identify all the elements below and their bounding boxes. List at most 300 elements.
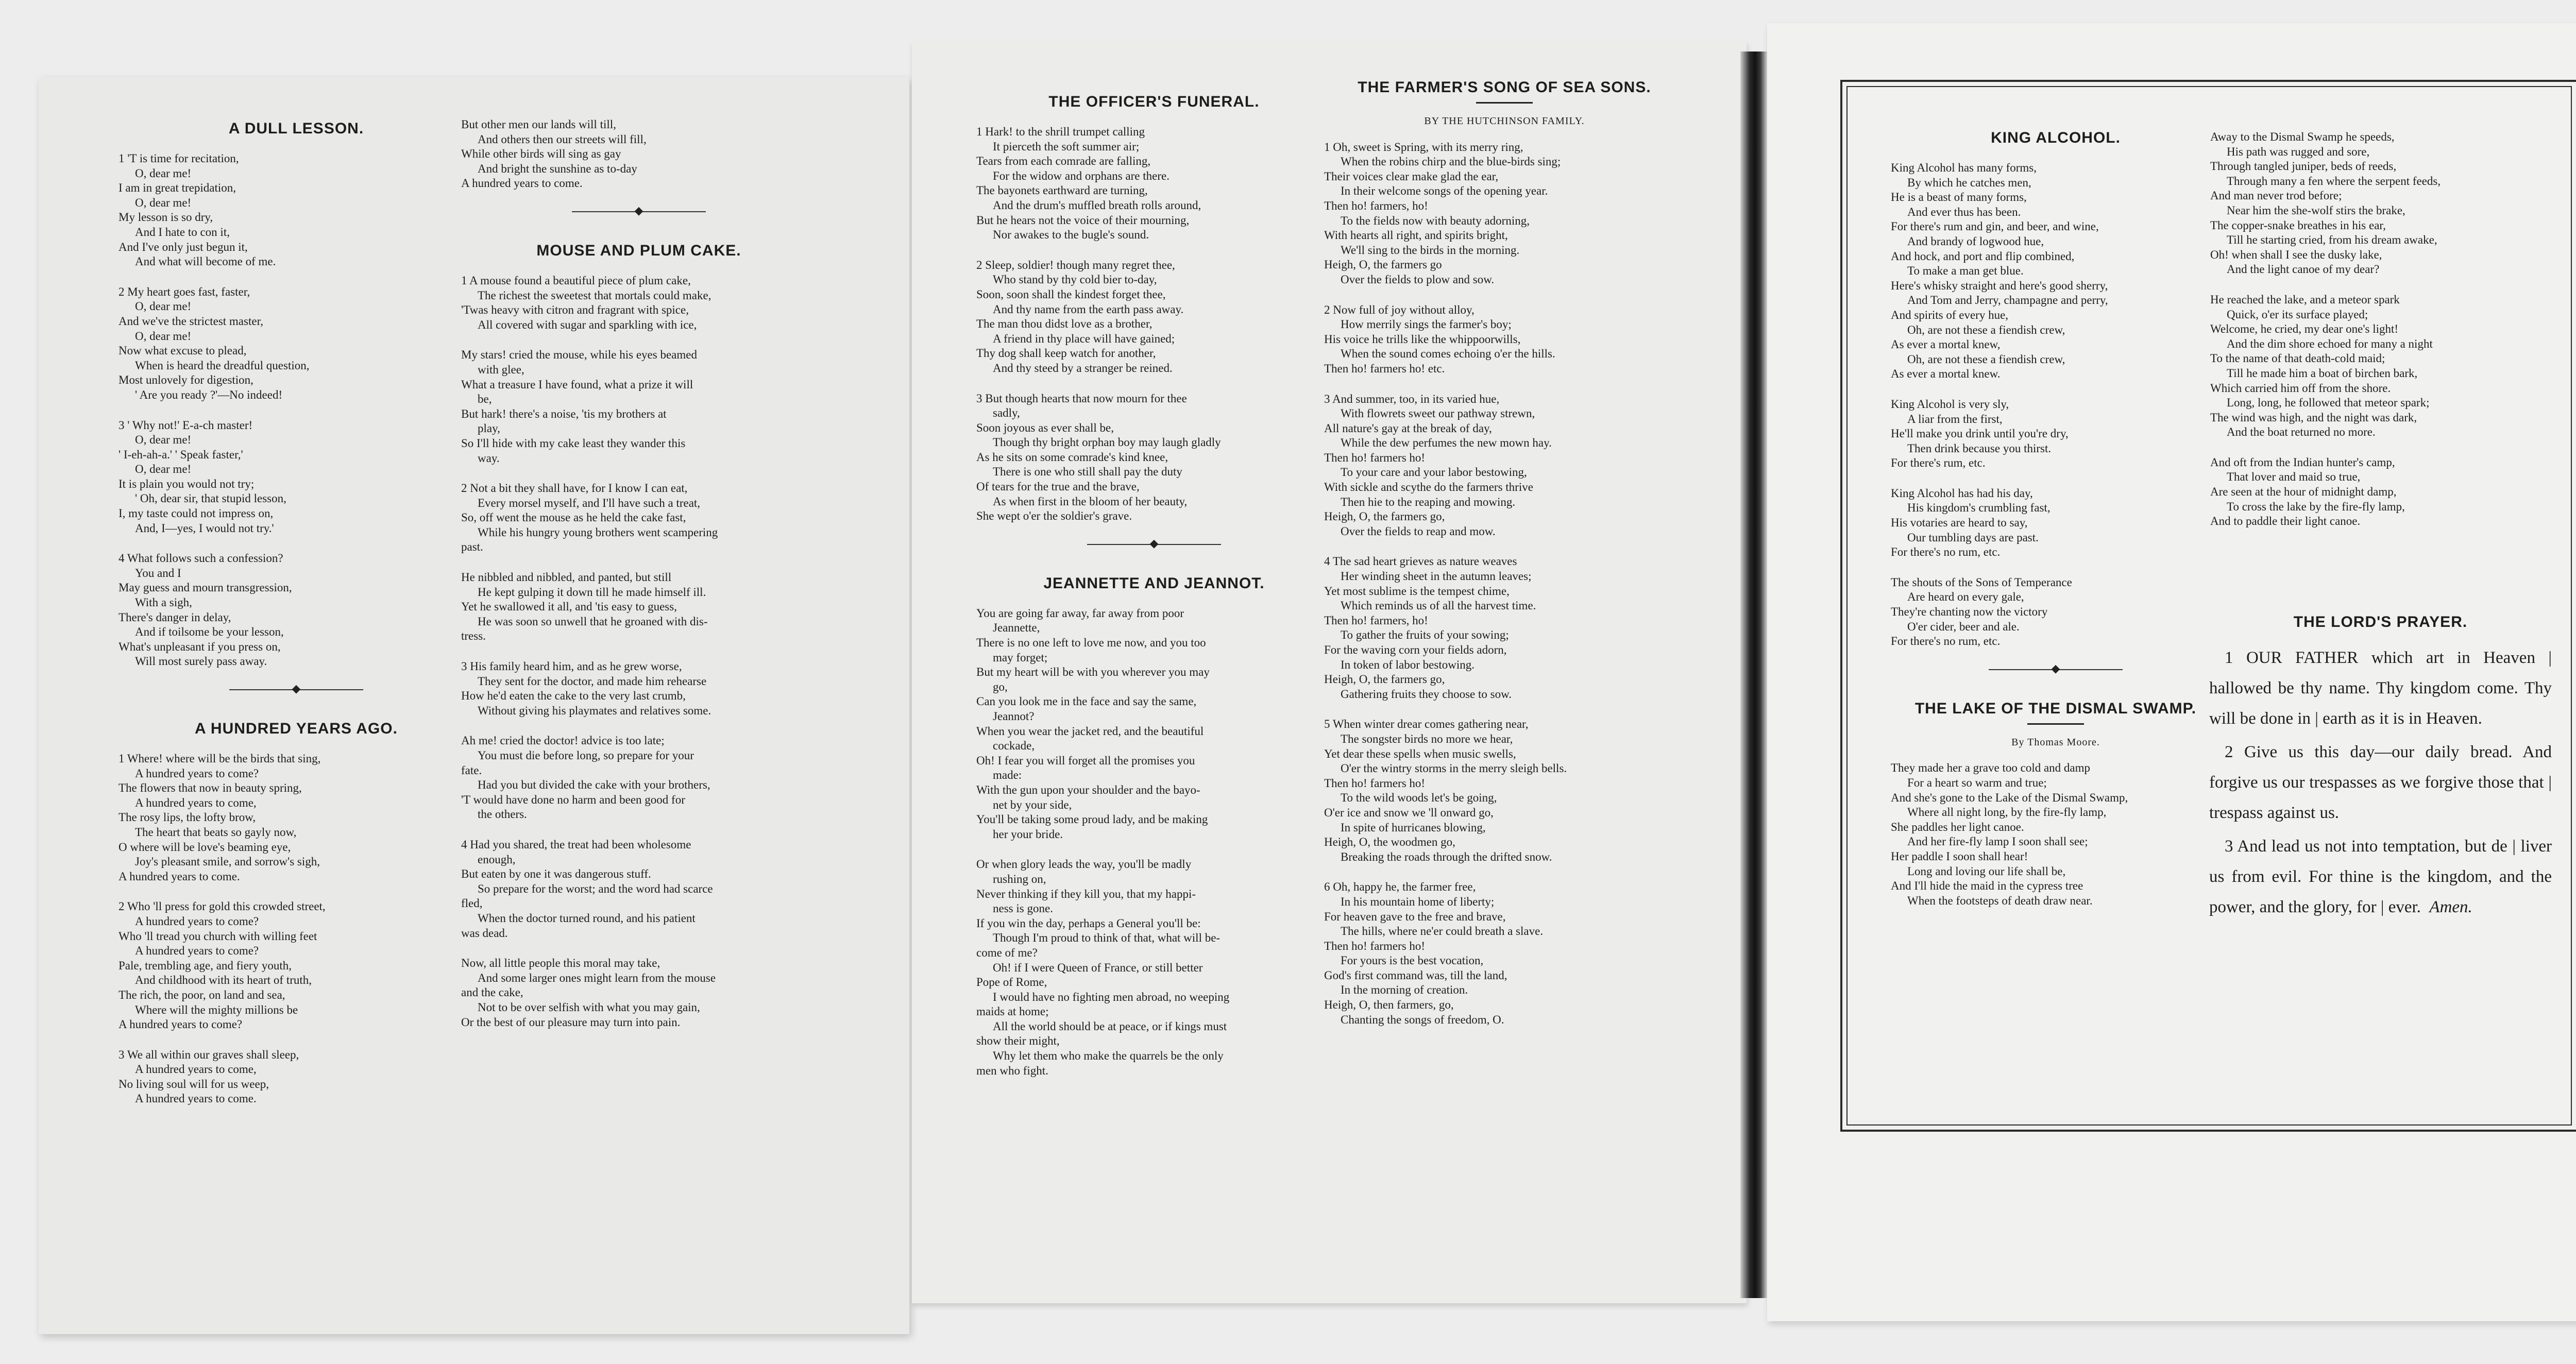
verse-line: Over the fields to reap and mow. [1341,524,1496,538]
verse-line: Had you but divided the cake with your brothers, [478,778,710,792]
verse-line: How merrily sings the farmer's boy; [1341,318,1512,331]
verse-line: Though thy bright orphan boy may laugh gladly [993,436,1221,449]
stanza [1891,575,2221,649]
poem-title: JEANNETTE AND JEANNOT. [1043,574,1265,592]
verse-line: Our tumbling days are past. [1907,531,2039,544]
stanza [461,659,817,718]
verse-line: To the wild woods let's be going, [1341,791,1497,805]
verse-line: As when first in the bloom of her beauty, [993,495,1188,508]
verse-line: He reached the lake, and a meteor spark [2210,293,2400,306]
verse-line: O, dear me! [135,329,192,343]
verse-line: 1 Oh, sweet is Spring, with its merry ring, [1324,140,1523,154]
verse-line: No living soul will for us weep, [118,1077,269,1090]
verse-line: While the dew perfumes the new mown hay. [1341,436,1552,450]
verse-line: The wind was high, and the night was dark, [2210,411,2417,424]
verse-line: Yet most sublime is the tempest chime, [1324,584,1510,598]
verse-line: ness is gone. [993,902,1053,915]
verse-line: To the fields now with beauty adorning, [1341,214,1530,227]
verse-line: rushing on, [993,872,1046,885]
verse-line: A hundred years to come, [135,1063,257,1076]
verse-line: If you win the day, perhaps a General you'll be: [976,916,1201,930]
verse-line: When the robins chirp and the blue-birds sing; [1341,155,1561,168]
verse-line: He was soon so unwell that he groaned with dis- [478,615,708,628]
verse-line: For heaven gave to the free and brave, [1324,910,1506,923]
verse-line: When you wear the jacket red, and the beautiful [976,724,1204,738]
verse-line: A hundred years to come? [135,944,259,958]
verse-line: net by your side, [993,798,1072,811]
verse-line: And if toilsome be your lesson, [135,625,284,639]
verse-line: It pierceth the soft summer air; [993,140,1140,153]
stanza [1891,761,2221,908]
verse-line: And we've the strictest master, [118,314,264,328]
verse-line: O'er cider, beer and ale. [1907,620,2020,633]
verse-line: It is plain you would not try; [118,477,255,490]
verse-line: the others. [478,808,527,821]
right-page-column-2 [2210,130,2555,544]
verse-line: Heigh, O, the farmers go, [1324,510,1445,523]
verse-line: 1 Hark! to the shrill trumpet calling [976,125,1145,138]
verse-line: You must die before long, so prepare for your [478,749,694,762]
verse-line: To the name of that death-cold maid; [2210,352,2385,365]
stanza [461,734,817,822]
verse-line: fate. [461,763,482,777]
verse-line: So, off went the mouse as he held the cake fast, [461,511,686,524]
verse-line: Over the fields to plow and sow. [1341,272,1495,286]
verse-line: And others then our streets will fill, [478,132,647,146]
ornament-divider [572,207,706,217]
verse-line: Here's whisky straight and here's good sherry, [1891,279,2108,292]
verse-line: O, dear me! [135,433,192,447]
verse-line: Nor awakes to the bugle's sound. [993,228,1149,242]
verse-line: 2 Now full of joy without alloy, [1324,303,1475,316]
verse-line: A hundred years to come? [135,914,259,928]
verse-line: So I'll hide with my cake least they wander this [461,436,686,450]
verse-line: I am in great trepidation, [118,181,236,195]
verse-line: Who stand by thy cold bier to-day, [993,273,1157,286]
verse-line: The man thou didst love as a brother, [976,317,1153,331]
verse-line: Why let them who make the quarrels be the only [993,1049,1224,1063]
verse-line: What a treasure I have found, what a prize it will [461,378,693,391]
verse-line: Heigh, O, the woodmen go, [1324,836,1455,849]
poem-jeannette-and-jeannot [976,574,1332,1078]
verse-line: Yet he swallowed it all, and 'tis easy to guess, [461,600,677,613]
verse-line: Without giving his playmates and relatives some. [478,704,711,717]
poem-title: A DULL LESSON. [228,120,364,137]
verse-line: And the dim shore echoed for many a night [2227,337,2433,350]
verse-line: When the footsteps of death draw near. [1907,894,2093,907]
verse-line: 4 The sad heart grieves as nature weaves [1324,555,1517,568]
verse-line: King Alcohol is very sly, [1891,397,2009,411]
verse-line: And thy steed by a stranger be reined. [993,361,1173,374]
verse-line: maids at home; [976,1005,1049,1018]
verse-line: Through tangled juniper, beds of reeds, [2210,160,2397,173]
prayer-paragraph-1: 1 OUR FATHER which art in Heaven | hallowed be thy name. Thy kingdom come. Thy will be done in | earth as it is in Heaven. [2209,649,2552,728]
verse-line: Then ho! farmers, ho! [1324,199,1428,212]
stanza [1324,717,1685,864]
verse-line: 1 A mouse found a beautiful piece of plum cake, [461,274,691,287]
verse-line: Tears from each comrade are falling, [976,155,1151,168]
verse-line: was dead. [461,926,508,940]
stanza [461,481,817,555]
stanza [118,151,474,269]
verse-line: But he hears not the voice of their mourning, [976,213,1190,227]
book-spine [1740,52,1767,1298]
verse-line: 1 'T is time for recitation, [118,152,239,165]
stanza [976,125,1332,243]
verse-line: And some larger ones might learn from the mouse [478,971,716,984]
verse-line: For yours is the best vocation, [1341,954,1484,967]
verse-line: His voice he trills like the whippoorwills, [1324,332,1521,346]
poem-title: THE FARMER'S SONG OF SEA SONS. [1358,79,1651,96]
verse-line: How he'd eaten the cake to the very last crumb, [461,689,686,703]
verse-line: You are going far away, far away from poor [976,606,1184,620]
verse-line: 1 Where! where will be the birds that sing, [118,752,321,765]
verse-line: By which he catches men, [1907,176,2031,189]
verse-line: 2 Sleep, soldier! though many regret thee, [976,258,1175,271]
verse-line: Yet dear these spells when music swells, [1324,747,1516,760]
verse-line: Or the best of our pleasure may turn into pain. [461,1015,681,1029]
verse-line: But eaten by one it was dangerous stuff. [461,867,651,881]
verse-line: The bayonets earthward are turning, [976,184,1148,197]
prayer-amen: Amen. [2429,898,2472,916]
verse-line: Are heard on every gale, [1907,590,2024,604]
verse-line: King Alcohol has many forms, [1891,161,2037,174]
verse-line: There is one who still shall pay the duty [993,465,1182,479]
stanza [1324,392,1685,539]
verse-line: fled, [461,897,483,910]
verse-line: Joy's pleasant smile, and sorrow's sigh, [135,855,320,868]
poem-continuation [2210,130,2555,529]
verse-line: Though I'm proud to think of that, what will be- [993,931,1221,945]
stanza [976,606,1332,842]
verse-line: Or when glory leads the way, you'll be madly [976,858,1192,871]
verse-line: In his mountain home of liberty; [1341,895,1495,908]
verse-line: Long and loving our life shall be, [1907,864,2066,878]
verse-line: In token of labor bestowing. [1341,658,1475,671]
stanza [1891,486,2221,560]
verse-line: Heigh, O, the farmers go [1324,258,1442,271]
stanza [976,857,1332,1078]
verse-line: O, dear me! [135,463,192,476]
verse-line: O, dear me! [135,300,192,313]
verse-line: As he sits on some comrade's kind knee, [976,450,1168,464]
ornament-divider [229,685,363,695]
verse-line: O'er the wintry storms in the merry sleigh bells. [1341,762,1567,775]
verse-line: The hills, where ne'er could breath a slave. [1341,925,1544,938]
verse-line: 2 My heart goes fast, faster, [118,285,250,298]
stanza [2210,293,2555,440]
verse-line: and the cake, [461,986,523,999]
verse-line: She wept o'er the soldier's grave. [976,509,1132,523]
verse-line: And I've only just begun it, [118,240,248,253]
verse-line: Welcome, he cried, my dear one's light! [2210,322,2399,336]
verse-line: come of me? [976,946,1038,959]
verse-line: with glee, [478,363,524,376]
verse-line: All the world should be at peace, or if kings must [993,1019,1227,1033]
prayer-paragraph-3 [2209,831,2552,923]
verse-line: And, I—yes, I would not try.' [135,521,274,535]
verse-line: She paddles her light canoe. [1891,820,2024,833]
poem-king-alcohol [1891,129,2221,649]
verse-line: way. [478,451,500,465]
verse-line: May guess and mourn transgression, [118,581,292,594]
verse-line: Her paddle I soon shall hear! [1891,849,2028,863]
verse-line: enough, [478,852,516,866]
verse-line: There is no one left to love me now, and you too [976,636,1206,650]
stanza [1324,554,1685,702]
verse-line: For there's rum and gin, and beer, and wine, [1891,220,2099,233]
verse-line: Near him the she-wolf stirs the brake, [2227,203,2405,217]
verse-line: You and I [135,566,181,579]
verse-line: For the waving corn your fields adorn, [1324,643,1507,656]
verse-line: Soon joyous as ever shall be, [976,421,1114,434]
verse-line: cockade, [993,739,1035,753]
verse-line: And oft from the Indian hunter's camp, [2210,455,2395,469]
verse-line: Jeannot? [993,710,1035,723]
verse-line: Who 'll tread you church with willing feet [118,929,317,943]
verse-line: 4 What follows such a confession? [118,552,283,565]
verse-line: To your care and your labor bestowing, [1341,466,1527,479]
verse-line: 4 Had you shared, the treat had been wholesome [461,838,691,851]
verse-line: men who fight. [976,1064,1048,1077]
verse-line: Soon, soon shall the kindest forget thee, [976,287,1166,301]
ornament-divider [1989,664,2123,675]
verse-line: made: [993,769,1022,782]
verse-line: With the gun upon your shoulder and the bayo- [976,783,1200,796]
verse-line: The heart that beats so gayly now, [135,825,297,839]
verse-line: But my heart will be with you wherever you may [976,666,1210,679]
poem-a-hundred-years-ago [118,720,474,1106]
left-page-column-1 [118,120,474,1122]
verse-line: His path was rugged and sore, [2227,145,2370,158]
stanza [118,285,474,403]
verse-line: Their voices clear make glad the ear, [1324,169,1499,183]
verse-line: When is heard the dreadful question, [135,359,310,372]
verse-line: The shouts of the Sons of Temperance [1891,575,2072,589]
verse-line: Heigh, O, then farmers, go, [1324,998,1454,1012]
verse-line: go, [993,680,1008,693]
verse-line: ' I-eh-ah-a.' ' Speak faster,' [118,448,243,461]
verse-line: Oh! I fear you will forget all the promises you [976,754,1195,767]
verse-line: A liar from the first, [1907,412,2003,425]
verse-line: Jeannette, [993,621,1040,635]
verse-line: A hundred years to come. [118,869,240,883]
verse-line: Are seen at the hour of midnight damp, [2210,485,2397,499]
verse-line: In their welcome songs of the opening year. [1341,184,1548,198]
verse-line: O where will be love's beaming eye, [118,840,291,854]
verse-line: Oh, are not these a fiendish crew, [1907,352,2065,366]
stanza [2210,455,2555,529]
middle-page-column-2 [1324,78,1685,1043]
verse-line: He is a beast of many forms, [1891,191,2027,204]
stanza [461,570,817,644]
stanza [118,1048,474,1106]
verse-line: Pope of Rome, [976,976,1047,989]
verse-line: Her winding sheet in the autumn leaves; [1341,570,1532,583]
title-rule [1476,102,1533,104]
verse-line: I, my taste could not impress on, [118,507,274,520]
middle-page-column-1 [976,93,1332,1094]
verse-line: Then drink because you thirst. [1907,441,2052,455]
verse-line: 'Twas heavy with citron and fragrant with spice, [461,303,689,317]
verse-line: Now, all little people this moral may take, [461,957,660,970]
stanza [1891,397,2221,471]
verse-line: And hock, and port and flip combined, [1891,249,2075,263]
verse-line: 6 Oh, happy he, the farmer free, [1324,880,1476,894]
verse-line: Now what excuse to plead, [118,344,247,357]
verse-line: While other birds will sing as gay [461,147,621,161]
verse-line: Then ho! farmers ho! [1324,451,1426,464]
verse-line: And brandy of logwood hue, [1907,234,2044,248]
verse-line: Oh! when shall I see the dusky lake, [2210,248,2382,261]
verse-line: And the drum's muffled breath rolls around, [993,198,1201,212]
poem-title: THE LAKE OF THE DISMAL SWAMP. [1914,700,2197,717]
verse-line: They're chanting now the victory [1891,605,2048,619]
verse-line: Never thinking if they kill you, that my happi- [976,887,1196,900]
verse-line: The rosy lips, the lofty brow, [118,811,256,824]
verse-line: A hundred years to come. [135,1092,257,1105]
verse-line: And she's gone to the Lake of the Dismal Swamp, [1891,791,2128,804]
verse-line: To make a man get blue. [1907,264,2024,278]
verse-line: The flowers that now in beauty spring, [118,781,302,795]
verse-line: What's unpleasant if you press on, [118,640,281,653]
verse-line: A hundred years to come. [461,177,583,190]
verse-line: While his hungry young brothers went scampering [478,525,718,539]
verse-line: Then hie to the reaping and mowing. [1341,495,1516,508]
verse-line: Which carried him off from the shore. [2210,381,2391,395]
verse-line: And childhood with its heart of truth, [135,974,312,987]
verse-line: 2 Not a bit they shall have, for I know I can eat, [461,482,688,495]
verse-line: 3 ' Why not!' E-a-ch master! [118,418,253,432]
verse-line: And Tom and Jerry, champagne and perry, [1907,294,2108,307]
verse-line: The richest the sweetest that mortals could make, [478,288,711,302]
poem-the-lake-of-the-dismal-swamp [1891,700,2221,909]
verse-line: 3 And summer, too, in its varied hue, [1324,392,1500,405]
verse-line: We'll sing to the birds in the morning. [1341,243,1520,257]
verse-line: When the doctor turned round, and his patient [478,911,696,925]
verse-line: God's first command was, till the land, [1324,968,1507,982]
verse-line: O'er ice and snow we 'll onward go, [1324,806,1494,819]
verse-line: Then ho! farmers, ho! [1324,613,1428,627]
verse-line: And her fire-fly lamp I soon shall see; [1907,835,2088,848]
stanza [461,956,817,1030]
stanza [461,348,817,466]
verse-line: Gathering fruits they choose to sow. [1341,687,1512,701]
verse-line: A hundred years to come? [118,1018,243,1031]
verse-line: Oh, are not these a fiendish crew, [1907,323,2065,336]
poem-a-dull-lesson [118,120,474,669]
stanza [118,752,474,884]
verse-line: tress. [461,629,486,643]
stanza [1324,880,1685,1027]
poem-continuation [461,117,817,191]
verse-line: Thy dog shall keep watch for another, [976,347,1156,360]
verse-line: Then ho! farmers ho! etc. [1324,362,1445,375]
poem-title: KING ALCOHOL. [1991,129,2121,146]
verse-line: For the widow and orphans are there. [993,169,1170,182]
verse-line: His kingdom's crumbling fast, [1907,501,2050,515]
verse-line: So prepare for the worst; and the word had scarce [478,882,713,895]
left-page-column-2 [461,117,817,1045]
stanza [118,899,474,1032]
verse-line: And thy name from the earth pass away. [993,302,1184,316]
verse-line: A hundred years to come, [135,796,257,809]
verse-line: But other men our lands will till, [461,118,616,131]
verse-line: Where will the mighty millions be [135,1003,298,1016]
verse-line: Till he starting cried, from his dream awake, [2227,233,2437,247]
poem-the-officer-s-funeral [976,93,1332,524]
verse-line: They sent for the doctor, and made him rehearse [478,674,707,688]
stanza [2210,130,2555,277]
verse-line: Heigh, O, the farmers go, [1324,673,1445,686]
verse-line: Till he made him a boat of birchen bark, [2227,366,2418,380]
verse-line: Then ho! farmers ho! [1324,939,1426,952]
verse-line: He nibbled and nibbled, and panted, but still [461,571,672,584]
prayer-paragraph-2: 2 Give us this day—our daily bread. And forgive us our trespasses as we forgive those that | trespass against us. [2209,743,2552,822]
verse-line: For there's no rum, etc. [1891,635,2001,648]
verse-line: sadly, [993,406,1020,420]
verse-line: In the morning of creation. [1341,983,1468,997]
verse-line: With a sigh, [135,596,192,609]
verse-line: To gather the fruits of your sowing; [1341,628,1509,642]
stanza [1891,161,2221,382]
stanza [976,391,1332,524]
verse-line: They made her a grave too cold and damp [1891,761,2091,775]
verse-line: O, dear me! [135,166,192,180]
verse-line: 3 We all within our graves shall sleep, [118,1048,299,1061]
verse-line: The copper-snake breathes in his ear, [2210,218,2386,232]
verse-line: And I hate to con it, [135,225,230,238]
verse-line: And ever thus has been. [1907,205,2021,218]
verse-line: Away to the Dismal Swamp he speeds, [2210,130,2395,143]
verse-line: A hundred years to come? [135,766,259,780]
verse-line: He kept gulping it down till he made himself ill. [478,585,706,599]
verse-line: With hearts all right, and spirits bright, [1324,229,1508,242]
verse-line: her your bride. [993,827,1063,841]
verse-line: For a heart so warm and true; [1907,776,2047,789]
stanza [976,258,1332,376]
poem-byline: BY THE HUTCHINSON FAMILY. [1424,115,1585,127]
verse-line: Chanting the songs of freedom, O. [1341,1013,1504,1026]
verse-line: As ever a mortal knew. [1891,367,2001,381]
verse-line: O, dear me! [135,196,192,209]
prayer-paragraph-3-text: 3 And lead us not into temptation, but de | liver us from evil. For thine is the kingdom, and the power, and the glory, for | ever. [2209,837,2552,916]
verse-line: Ah me! cried the doctor! advice is too late; [461,734,665,747]
stanza [461,274,817,332]
verse-line: And what will become of me. [135,255,276,268]
verse-line: You'll be taking some proud lady, and be making [976,813,1208,826]
verse-line: He'll make you drink until you're dry, [1891,427,2069,440]
verse-line: Of tears for the true and the brave, [976,480,1140,493]
right-page-column-1 [1891,129,2221,924]
title-rule [2027,723,2084,725]
poem-the-farmer-s-song-of-sea-sons [1324,78,1685,1027]
lords-prayer [2209,613,2552,926]
verse-line: And man never trod before; [2210,189,2342,202]
stanza [118,418,474,536]
verse-line: Long, long, he followed that meteor spark; [2227,396,2430,410]
verse-line: 'T would have done no harm and been good for [461,793,685,806]
verse-line: In spite of hurricanes blowing, [1341,821,1486,834]
verse-line: With flowrets sweet our pathway strewn, [1341,407,1535,420]
verse-line: ' Oh, dear sir, that stupid lesson, [135,492,286,505]
verse-line: When the sound comes echoing o'er the hills. [1341,347,1555,361]
verse-line: 5 When winter drear comes gathering near, [1324,718,1529,731]
poem-byline: By Thomas Moore. [2011,736,2100,748]
verse-line: For there's no rum, etc. [1891,545,2001,559]
verse-line: Then ho! farmers ho! [1324,776,1426,790]
verse-line: As ever a mortal knew, [1891,338,2001,351]
